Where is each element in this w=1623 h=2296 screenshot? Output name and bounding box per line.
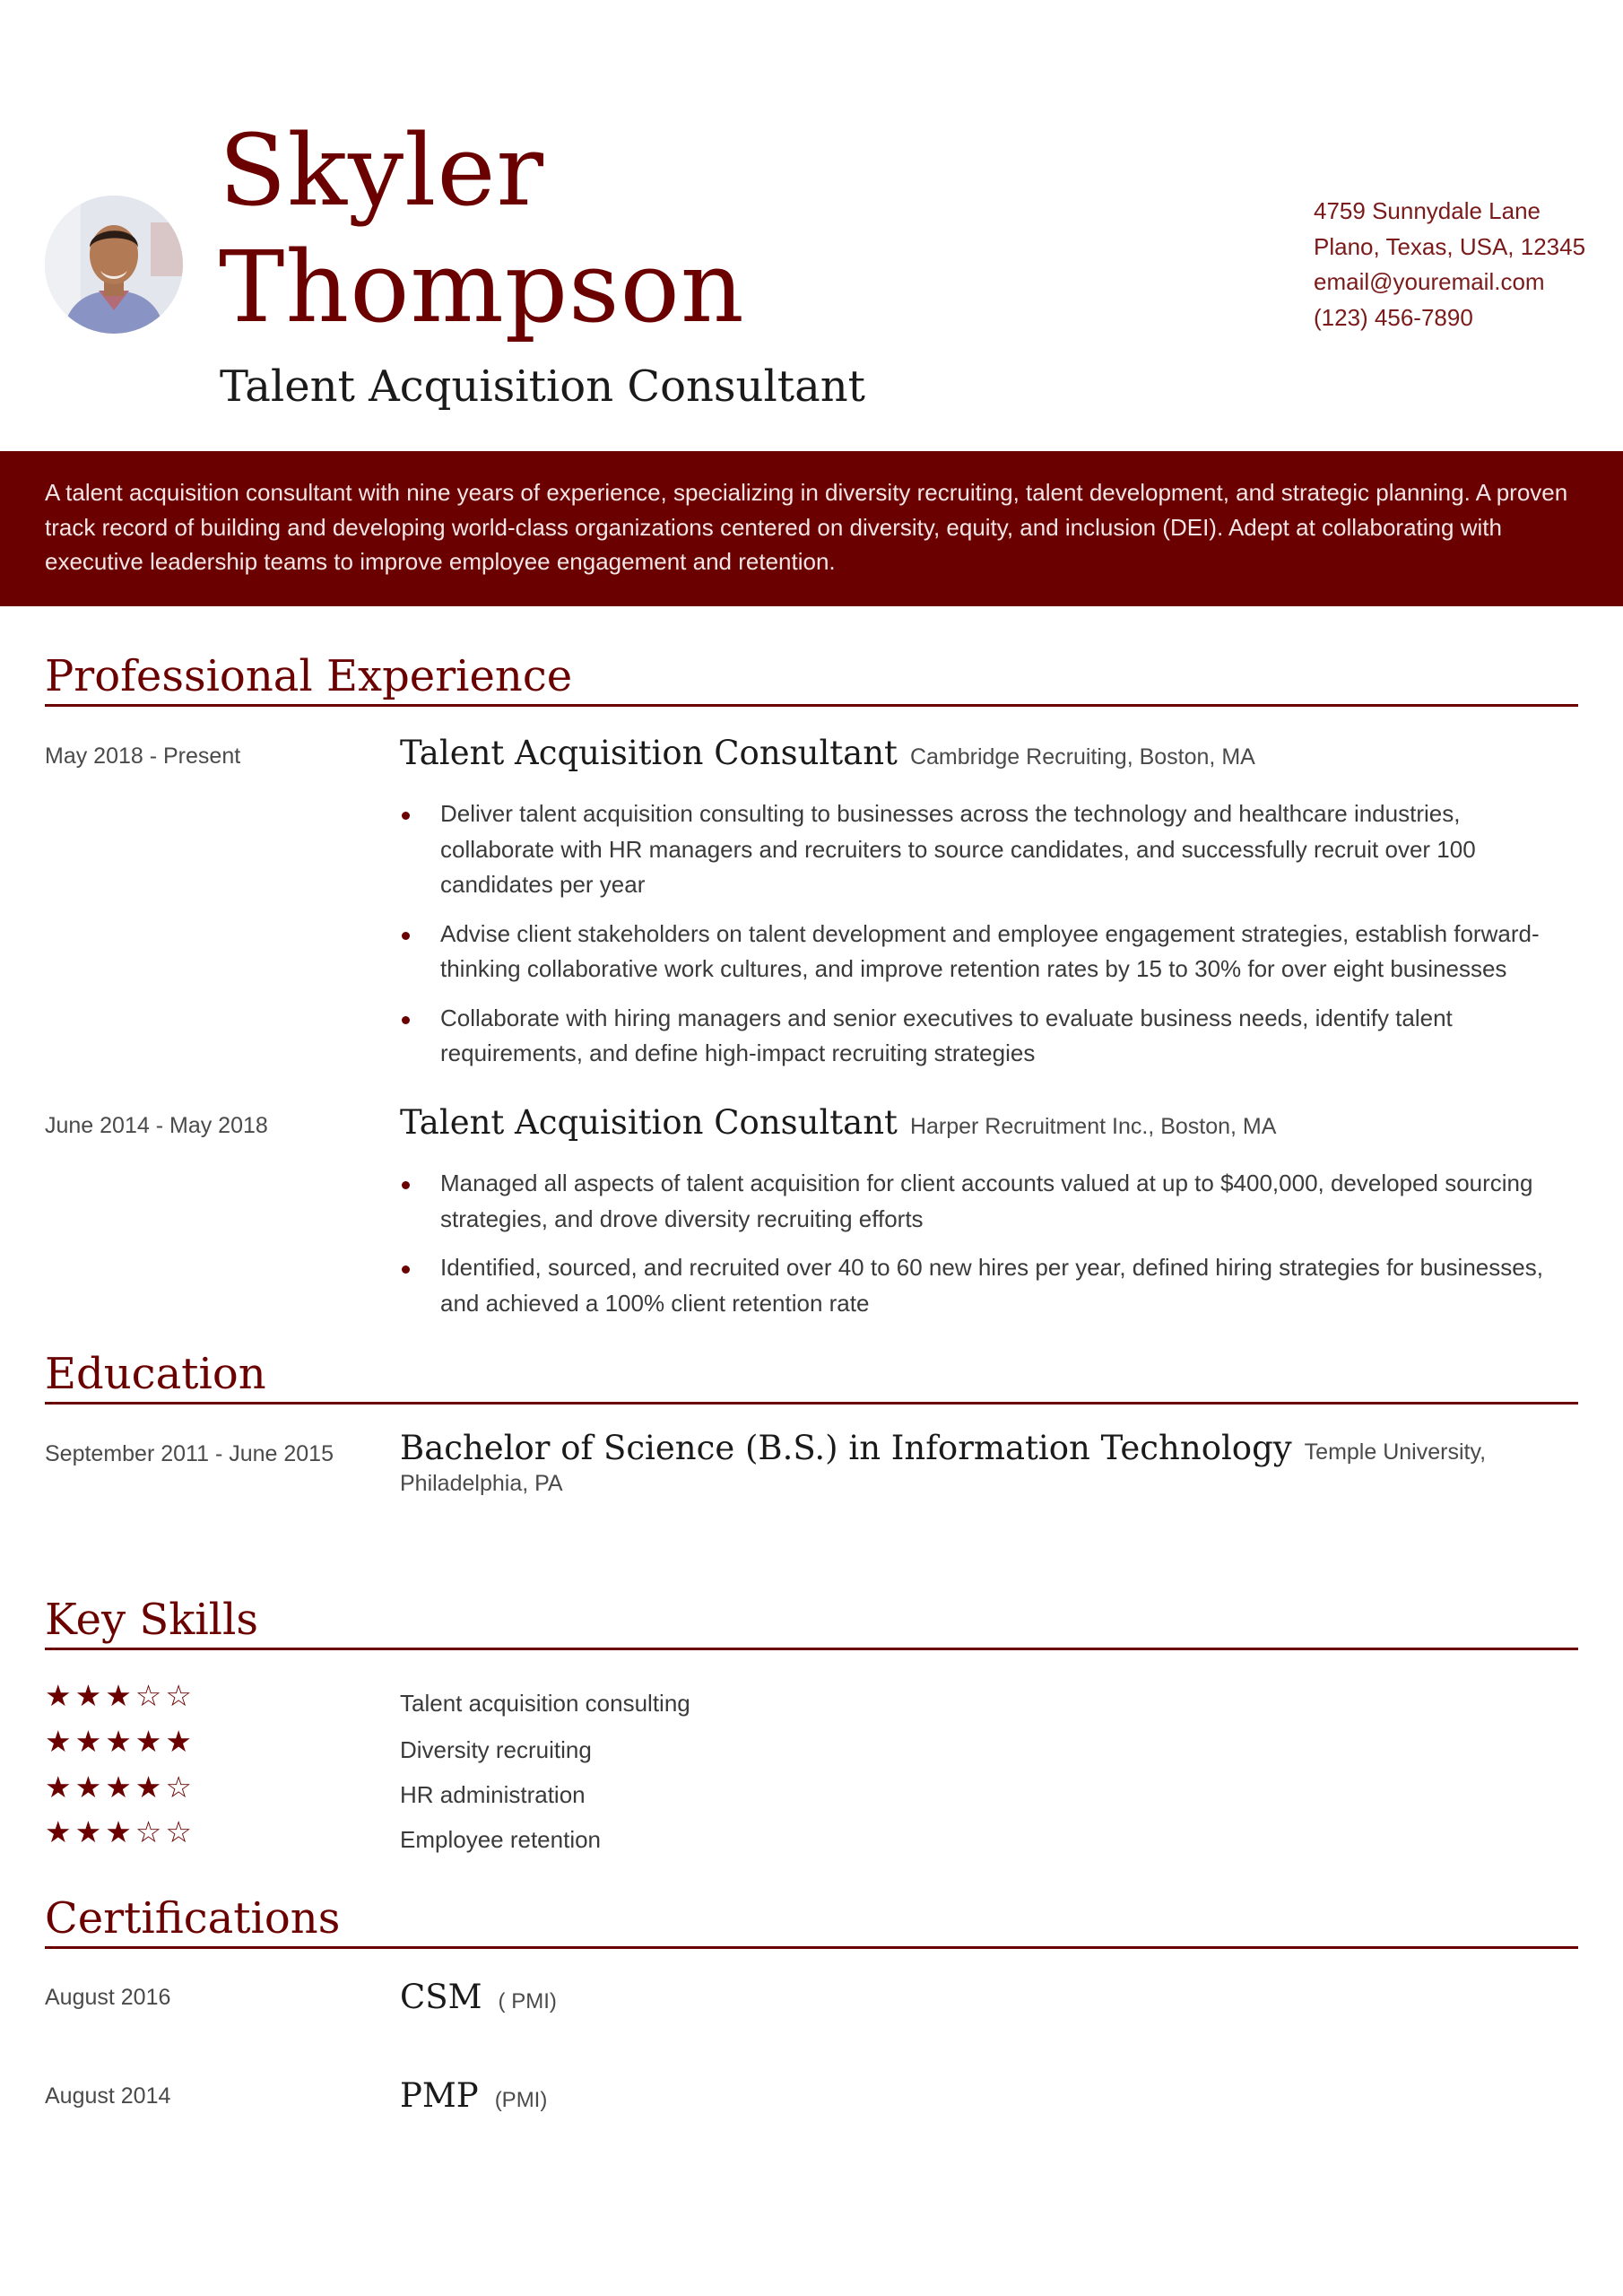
star-filled-icon: ★ [74,1679,102,1712]
skill-rating [45,1726,192,1758]
certification-date: August 2014 [45,2083,171,2109]
star-filled-icon: ★ [105,1815,132,1848]
skill-rating [45,1680,192,1712]
contact-block [1314,194,1585,335]
list-item: Advise client stakeholders on talent development and employee engagement strategies, establish forward-thinking collaborative work cultures, and improve retention rates by 15 to 30% for over eight businesses [400,917,1566,987]
section-title-education: Education [45,1349,266,1399]
job-heading [400,1103,1276,1142]
star-filled-icon: ★ [45,1770,72,1804]
star-filled-icon: ★ [165,1725,192,1758]
school-location: Philadelphia, PA [400,1471,563,1496]
education-dates: September 2011 - June 2015 [45,1441,334,1466]
job-role-title: Talent Acquisition Consultant [400,1103,898,1142]
certification-name: CSM [400,1978,482,2016]
summary-text: A talent acquisition consultant with nine years of experience, specializing in diversity recruiting, talent development, and strategic planning. A proven track record of building and developing world-class organizations centered on diversity, equity, and inclusion (DEI). Adept at collaborating with executive leadership teams to improve employee engagement and retention. [45,479,1568,575]
address-line-2: Plano, Texas, USA, 12345 [1314,232,1586,260]
address-line-1: 4759 Sunnydale Lane [1314,197,1541,224]
list-item: Collaborate with hiring managers and senior executives to evaluate business needs, identify talent requirements, and define high-impact recruiting strategies [400,1001,1566,1072]
candidate-name [219,112,745,345]
section-title-certifications: Certifications [45,1893,341,1944]
star-filled-icon: ★ [74,1770,102,1804]
job-dates: May 2018 - Present [45,744,241,769]
skill-name: Diversity recruiting [400,1736,592,1763]
star-empty-icon: ☆ [135,1679,162,1712]
section-title-experience: Professional Experience [45,651,573,701]
certification-name: PMP [400,2076,479,2115]
skill-name: HR administration [400,1781,586,1808]
list-item: Identified, sourced, and recruited over 40 to 60 new hires per year, defined hiring strategies for businesses, and achieved a 100% client retention rate [400,1250,1566,1321]
certification-entry [400,1978,557,2016]
phone[interactable]: (123) 456-7890 [1314,303,1473,331]
skill-rating [45,1771,192,1804]
certification-entry [400,2076,547,2115]
profile-photo-illustration [45,196,183,334]
education-entry [400,1429,1566,1497]
section-title-skills: Key Skills [45,1595,259,1645]
last-name: Thompson [219,230,745,344]
section-divider [45,1402,1578,1405]
first-name: Skyler [219,113,545,228]
list-item: Managed all aspects of talent acquisition for client accounts valued at up to $400,000, developed sourcing strategies, and drove diversity recruiting efforts [400,1166,1566,1237]
profile-photo [45,196,183,334]
certification-date: August 2016 [45,1985,171,2010]
star-filled-icon: ★ [74,1725,102,1758]
job-role-title: Talent Acquisition Consultant [400,734,898,772]
email[interactable]: email@youremail.com [1314,268,1545,295]
job-bullets [400,796,1566,1085]
job-employer: Cambridge Recruiting, Boston, MA [909,744,1255,770]
section-divider [45,704,1578,707]
star-empty-icon: ☆ [135,1815,162,1848]
job-employer: Harper Recruitment Inc., Boston, MA [909,1114,1277,1139]
star-filled-icon: ★ [45,1725,72,1758]
section-divider [45,1946,1578,1949]
star-filled-icon: ★ [105,1725,132,1758]
star-empty-icon: ☆ [165,1679,192,1712]
star-filled-icon: ★ [135,1770,162,1804]
job-title: Talent Acquisition Consultant [220,361,865,412]
star-filled-icon: ★ [74,1815,102,1848]
skill-rating [45,1816,192,1848]
skill-name: Talent acquisition consulting [400,1690,690,1717]
certification-issuer: (PMI) [494,2088,548,2112]
degree: Bachelor of Science (B.S.) in Information Technology [400,1429,1292,1467]
star-filled-icon: ★ [45,1815,72,1848]
list-item: Deliver talent acquisition consulting to businesses across the technology and healthcare industries, collaborate with HR managers and recruiters to source candidates, and successfully recruit over 100 candidates per year [400,796,1566,903]
education-heading [400,1429,1566,1467]
job-dates: June 2014 - May 2018 [45,1113,268,1138]
section-divider [45,1648,1578,1650]
skill-name: Employee retention [400,1826,602,1853]
star-empty-icon: ☆ [165,1815,192,1848]
certification-issuer: ( PMI) [498,1989,557,2013]
star-filled-icon: ★ [105,1679,132,1712]
school: Temple University, [1304,1439,1487,1465]
job-bullets [400,1166,1566,1335]
job-heading [400,734,1255,772]
star-filled-icon: ★ [135,1725,162,1758]
star-filled-icon: ★ [105,1770,132,1804]
star-empty-icon: ☆ [165,1770,192,1804]
star-filled-icon: ★ [45,1679,72,1712]
